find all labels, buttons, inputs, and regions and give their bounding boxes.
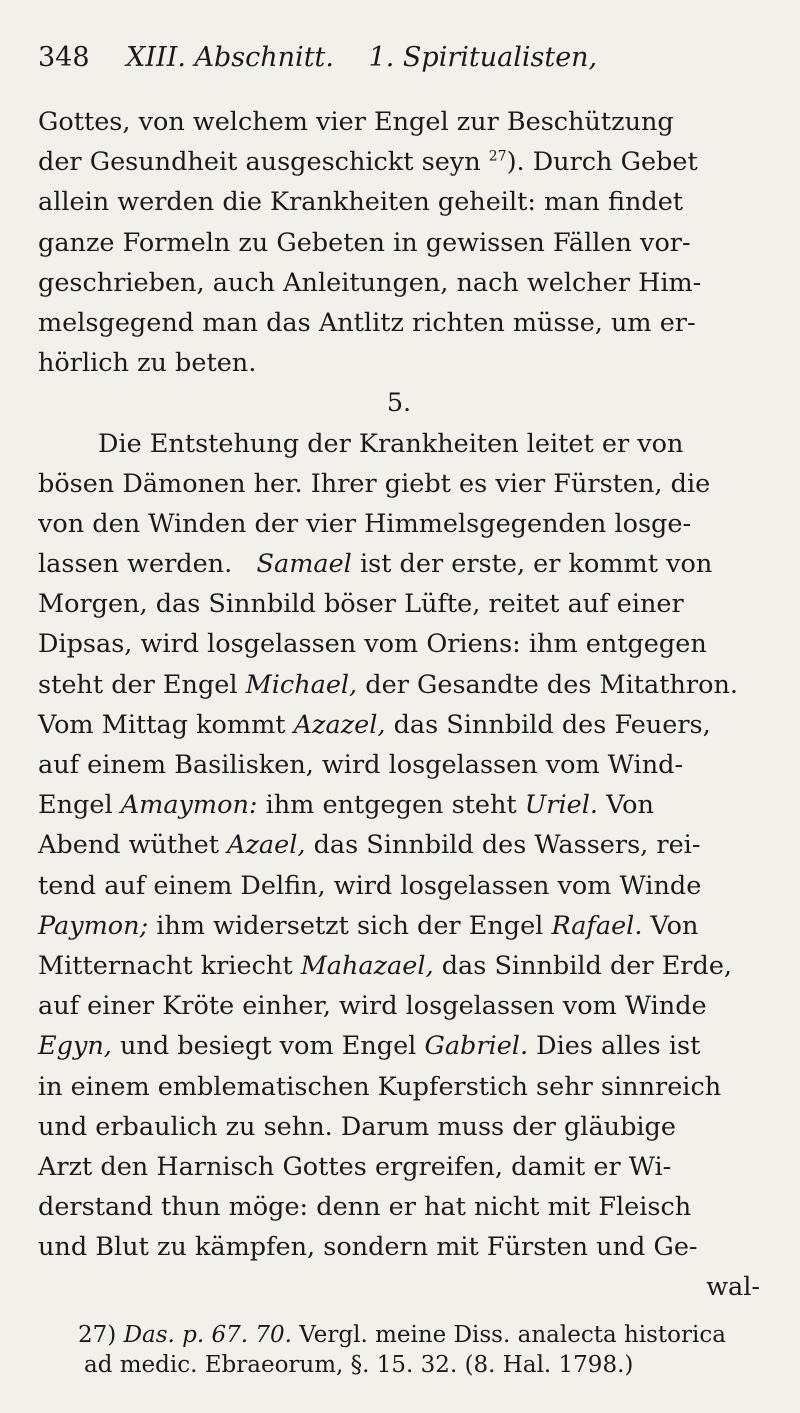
text-line: Abend wüthet Azael, das Sinnbild des Wassers, rei- <box>38 830 701 861</box>
text-line: und Blut zu kämpfen, sondern mit Fürsten und Ge- <box>38 1232 698 1263</box>
demon-name: Azazel, <box>293 709 386 740</box>
text-line: Vom Mittag kommt Azazel, das Sinnbild des Feuers, <box>38 709 711 740</box>
wind-name: Paymon; <box>38 910 149 941</box>
body-text <box>38 102 760 1308</box>
wind-name: Amaymon: <box>120 790 258 821</box>
text-line: Arzt den Harnisch Gottes ergreifen, damit er Wi- <box>38 1151 672 1182</box>
angel-name: Rafael. <box>551 910 643 941</box>
text-line: derstand thun möge: denn er hat nicht mit Fleisch <box>38 1192 692 1223</box>
text-line: Mitternacht kriecht Mahazael, das Sinnbild der Erde, <box>38 950 733 981</box>
text-line: ganze Formeln zu Gebeten in gewissen Fällen vor- <box>38 227 691 258</box>
text-line: steht der Engel Michael, der Gesandte des Mitathron. <box>38 669 738 700</box>
text-line: Die Entstehung der Krankheiten leitet er von <box>98 428 684 459</box>
text-line: lassen werden. Samael ist der erste, er kommt von <box>38 549 713 580</box>
text-line: melsgegend man das Antlitz richten müsse, um er- <box>38 307 696 338</box>
footnote-source: Das. p. 67. 70. <box>123 1322 292 1348</box>
text-line: Morgen, das Sinnbild böser Lüfte, reitet auf einer <box>38 589 684 620</box>
running-title: 1. Spiritualisten, <box>368 42 598 73</box>
page-number: 348 <box>38 42 90 73</box>
text-line: auf einem Basilisken, wird losgelassen vom Wind- <box>38 750 684 780</box>
wind-name: Egyn, <box>38 1031 112 1062</box>
section-heading: XIII. Abschnitt. <box>126 42 334 73</box>
footnote <box>78 1320 768 1380</box>
catchword: wal- <box>706 1272 760 1303</box>
text-line: tend auf einem Delfin, wird losgelassen vom Winde <box>38 870 702 901</box>
paragraph-number: 5. <box>386 388 412 419</box>
text-line: Engel Amaymon: ihm entgegen steht Uriel. Von <box>38 790 654 821</box>
demon-name: Mahazael, <box>300 950 434 981</box>
text-line: geschrieben, auch Anleitungen, nach welcher Him- <box>38 267 702 298</box>
footnote-line: ad medic. Ebraeorum, §. 15. 32. (8. Hal. 1798.) <box>84 1352 634 1378</box>
text-line: bösen Dämonen her. Ihrer giebt es vier Fürsten, die <box>38 468 711 499</box>
text-line: Egyn, und besiegt vom Engel Gabriel. Dies alles ist <box>38 1031 701 1062</box>
demon-name: Samael <box>256 549 352 580</box>
angel-name: Uriel. <box>524 790 598 821</box>
text-line: in einem emblematischen Kupferstich sehr sinnreich <box>38 1071 722 1102</box>
angel-name: Michael, <box>245 669 358 700</box>
text-line: Gottes, von welchem vier Engel zur Beschützung <box>38 107 674 137</box>
text-line: von den Winden der vier Himmelsgegenden losge- <box>38 508 692 539</box>
text-line: Dipsas, wird losgelassen vom Oriens: ihm entgegen <box>38 629 707 660</box>
footnote-marker: 27) <box>78 1322 117 1348</box>
text-line: hörlich zu beten. <box>38 348 257 379</box>
demon-name: Azael, <box>227 830 306 861</box>
text-line: Paymon; ihm widersetzt sich der Engel Rafael. Von <box>38 910 699 941</box>
footnote-line: 27) Das. p. 67. 70. Vergl. meine Diss. analecta historica <box>78 1322 726 1348</box>
footnote-ref[interactable]: 27 <box>488 148 507 165</box>
angel-name: Gabriel. <box>424 1031 529 1062</box>
text-line: der Gesundheit ausgeschickt seyn $^{27}$). Durch Gebet <box>38 147 698 178</box>
text-line: auf einer Kröte einher, wird losgelassen vom Winde <box>38 991 707 1022</box>
running-header <box>38 36 758 80</box>
text-line: und erbaulich zu sehn. Darum muss der gläubige <box>38 1111 676 1142</box>
text-line: allein werden die Krankheiten geheilt: man findet <box>38 187 684 218</box>
